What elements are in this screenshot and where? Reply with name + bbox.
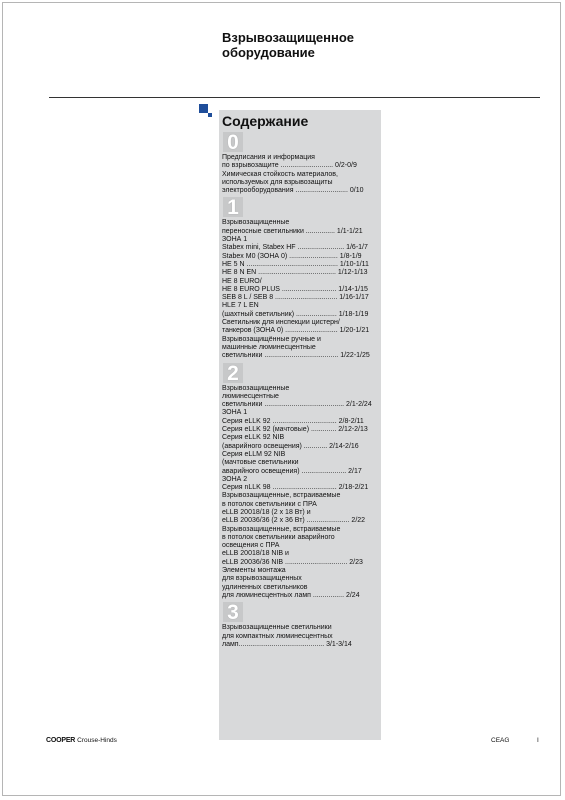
page-title-line-2: оборудование xyxy=(222,45,315,60)
toc-entry xyxy=(222,624,378,649)
toc-sections xyxy=(222,132,378,649)
toc-entry-line: светильники ......................................... 2/1-2/24 xyxy=(222,401,372,409)
toc-entry-line: Взрывозащищённые ручные и xyxy=(222,335,321,343)
toc-entry-line: по взрывозащите ........................... 0/2-0/9 xyxy=(222,162,357,170)
toc-entry-line: электрооборудования ........................... 0/10 xyxy=(222,187,364,195)
page-title-line-1: Взрывозащищенное xyxy=(222,30,355,45)
toc-entry-line: танкеров (ЗОНА 0) ........................... 1/20-1/21 xyxy=(222,327,370,335)
toc-entry-line: освещения с ПРА xyxy=(222,542,280,550)
toc-entry xyxy=(222,278,378,295)
toc-entry-line: HE 5 N ............................................... 1/10-1/11 xyxy=(222,260,369,268)
toc-entry-line: Светильник для инспекции цистерн/ xyxy=(222,319,340,327)
toc-entry xyxy=(222,385,378,410)
toc-entry xyxy=(222,526,378,567)
toc-entry-line: (мачтовые светильники xyxy=(222,459,299,467)
toc-entry xyxy=(222,154,378,171)
section-number: 0 xyxy=(223,132,243,152)
toc-entry-line: eLLB 20018/18 NIB и xyxy=(222,550,289,558)
blue-square-large xyxy=(199,104,208,113)
toc-entry-line: в потолок светильники с ПРА xyxy=(222,500,317,508)
toc-entry xyxy=(222,426,378,434)
toc-entry-line: люминесцентные xyxy=(222,392,279,400)
toc-entry-line: аварийного освещения) ....................... 2/17 xyxy=(222,467,362,475)
toc-entry xyxy=(222,244,378,252)
toc-entry xyxy=(222,434,378,451)
toc-entry-line: HE 8 EURO PLUS ............................ 1/14-1/15 xyxy=(222,285,368,293)
logo-sub: Crouse-Hinds xyxy=(77,737,117,744)
toc-entry xyxy=(222,253,378,261)
toc-entry-line: eLLB 20018/18 (2 x 18 Вт) и xyxy=(222,508,311,516)
toc-entry-line: HE 8 EURO/ xyxy=(222,277,262,285)
toc-entry-line: для люминесцентных ламп ................ 2/24 xyxy=(222,591,360,599)
toc-entry-line: ЗОНА 1 xyxy=(222,236,248,244)
toc-entry-line: Stabex mini, Stabex HF ........................ 1/6-1/7 xyxy=(222,244,368,252)
toc-entry-line: машинные люминесцентные xyxy=(222,343,316,351)
page-title xyxy=(222,30,462,60)
logo-brand: COOPER xyxy=(46,737,76,744)
toc-entry xyxy=(222,409,378,417)
toc-entry-line: HLE 7 L EN xyxy=(222,302,259,310)
toc-entry xyxy=(222,219,378,236)
toc-entry xyxy=(222,451,378,476)
toc-entry-line: Элементы монтажа xyxy=(222,567,286,575)
toc-entry xyxy=(222,484,378,492)
toc-entry-line: ЗОНА 1 xyxy=(222,409,248,417)
toc-entry-line: Stabex M0 (ЗОНА 0) ......................... 1/8-1/9 xyxy=(222,252,362,260)
toc-entry xyxy=(222,336,378,361)
toc-entry-line: Серия eLLK 92 NIB xyxy=(222,434,285,442)
toc-entry-line: в потолок светильники аварийного xyxy=(222,533,335,541)
toc-entry-line: для компактных люминесцентных xyxy=(222,632,333,640)
toc-entry xyxy=(222,319,378,336)
toc-entry-line: (шахтный светильник) ..................... 1/18-1/19 xyxy=(222,310,369,318)
blue-square-small xyxy=(208,113,212,117)
toc-entry xyxy=(222,294,378,302)
toc-entry-line: Серия eLLK 92 (мачтовые) ............. 2/12-2/13 xyxy=(222,426,368,434)
section-number: 3 xyxy=(223,602,243,622)
toc-entry-line: (аварийного освещения) ............ 2/14-2/16 xyxy=(222,442,359,450)
cooper-crouse-hinds-logo xyxy=(46,736,117,746)
toc-entry-line: используемых для взрывозащиты xyxy=(222,178,333,186)
toc-entry-line: ЗОНА 2 xyxy=(222,475,248,483)
toc-entry-line: светильники ...................................... 1/22-1/25 xyxy=(222,352,370,360)
toc-entry-line: для взрывозащищенных xyxy=(222,575,302,583)
toc-entry-line: Химическая стойкость материалов, xyxy=(222,170,338,178)
toc-entry-line: Взрывозащищенные xyxy=(222,219,290,227)
toc-entry xyxy=(222,302,378,319)
footer-ceag: CEAG xyxy=(491,737,510,744)
toc-entry xyxy=(222,476,378,484)
toc-entry xyxy=(222,567,378,600)
blue-square-icon xyxy=(199,104,212,117)
toc-entry-line: переносные светильники ............... 1/1-1/21 xyxy=(222,227,363,235)
toc-entry xyxy=(222,418,378,426)
toc-entry-line: Взрывозащищенные светильники xyxy=(222,624,332,632)
toc-entry-line: Взрывозащищенные, встраиваемые xyxy=(222,492,341,500)
toc-entry-line: SEB 8 L / SEB 8 ................................ 1/16-1/17 xyxy=(222,294,369,302)
header-rule xyxy=(49,97,540,98)
table-of-contents xyxy=(219,110,381,740)
page-number: I xyxy=(537,737,539,744)
toc-entry xyxy=(222,492,378,525)
toc-entry-line: Взрывозащищенные xyxy=(222,384,290,392)
toc-entry-line: Серия nLLK 98 ................................. 2/18-2/21 xyxy=(222,484,369,492)
toc-entry-line: eLLB 20036/36 (2 x 36 Вт) ...................... 2/22 xyxy=(222,517,366,525)
toc-entry-line: Серия eLLK 92 ................................. 2/8-2/11 xyxy=(222,417,364,425)
section-number: 1 xyxy=(223,197,243,217)
toc-entry-line: Взрывозащищенные, встраиваемые xyxy=(222,525,341,533)
toc-entry-line: удлиненных светильников xyxy=(222,583,308,591)
toc-title: Содержание xyxy=(222,113,309,129)
toc-entry-line: HE 8 N EN ........................................ 1/12-1/13 xyxy=(222,269,368,277)
toc-entry-line: ламп............................................ 3/1-3/14 xyxy=(222,640,352,648)
section-number: 2 xyxy=(223,363,243,383)
toc-entry-line: eLLB 20036/36 NIB ................................ 2/23 xyxy=(222,558,363,566)
toc-entry xyxy=(222,269,378,277)
toc-entry xyxy=(222,261,378,269)
toc-entry-line: Предписания и информация xyxy=(222,154,315,161)
toc-entry xyxy=(222,236,378,244)
toc-entry xyxy=(222,171,378,196)
toc-entry-line: Серия eLLM 92 NIB xyxy=(222,450,286,458)
